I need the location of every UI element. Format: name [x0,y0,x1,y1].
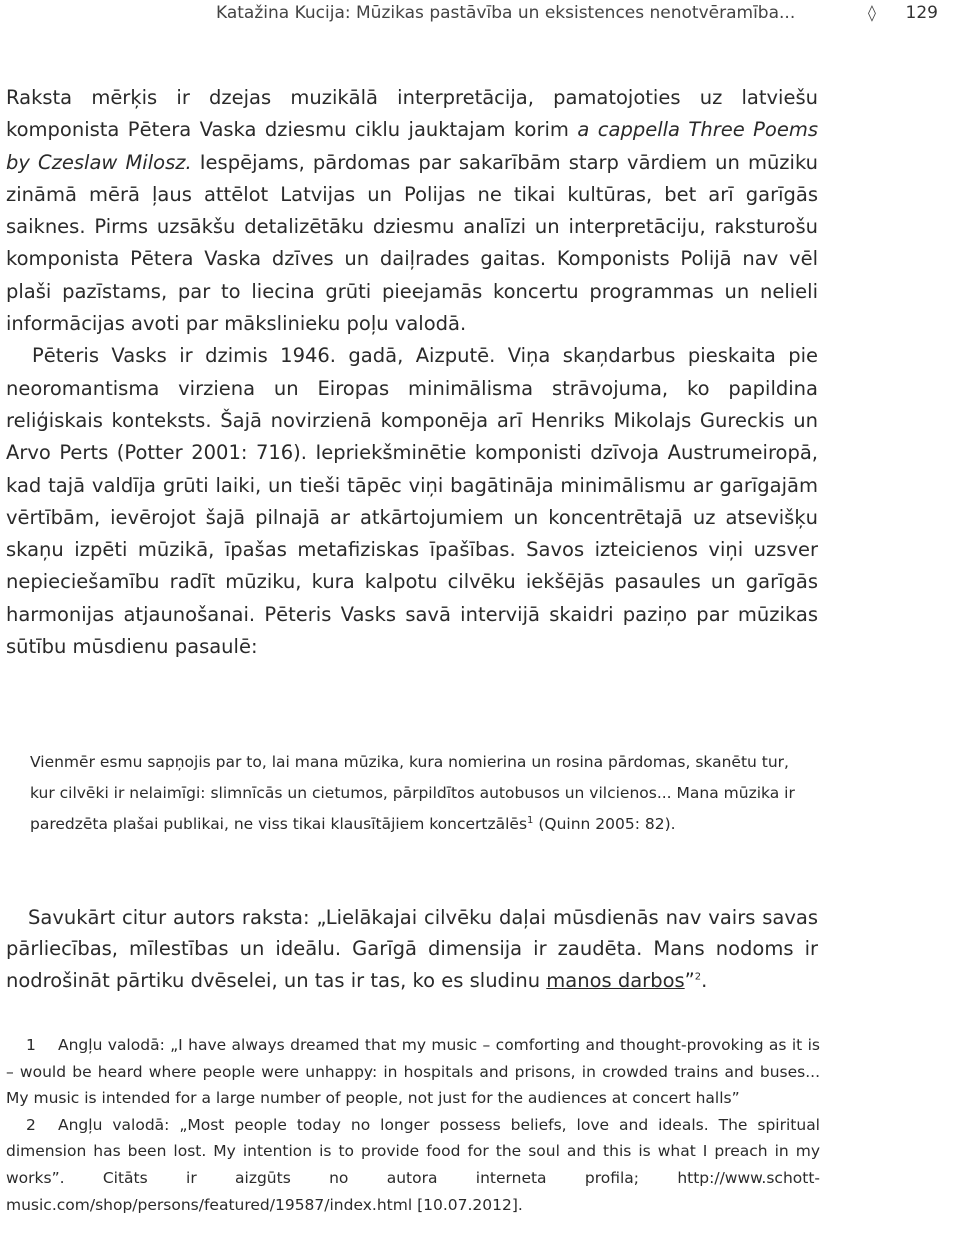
paragraph-end: . [701,968,708,992]
footnote-1 [6,1032,820,1112]
footnote-2 [6,1112,820,1218]
footnotes [6,1032,820,1218]
page-number: 129 [905,3,938,23]
diamond-ornament-icon: ◊ [868,3,876,22]
footnote-number: 1 [26,1036,36,1054]
paragraph-quote-continued [6,902,818,996]
quote-text: Vienmēr esmu sapņojis par to, lai mana mūzika, kura nomierina un rosina pārdomas, skanētu tur, kur cilvēki ir nelaimīgi: slimnīcās un cietumos, pārpildītos autobusos un vilcienos... Mana mūzika ir paredzēta plašai publikai, ne viss tikai klausītājiem koncertzālēs [30,753,795,833]
paragraph-text: Savukārt citur autors raksta: „Lielākajai cilvēku daļai mūsdienās nav vairs savas pārliecības, mīlestības un ideālu. Garīgā dimensija ir zaudēta. Mans nodoms ir nodrošināt pārtiku dvēselei, un tas ir tas, ko es sludinu [6,906,818,992]
footnote-text: Angļu valodā: „Most people today no longer possess beliefs, love and ideals. The spiritual dimension has been lost. My intention is to provide food for the soul and this is what I preach in my works”. Citāts ir aizgūts no autora interneta profila; http://www.schott-music.com/shop/persons/featured/19587/index.html [10.07.2012]. [6,1115,820,1214]
footnote-number: 2 [26,1115,36,1134]
paragraph-intro-start: Raksta mērķis ir dzejas muzikālā interpretācija, pamatojoties uz latviešu komponista Pētera Vaska dziesmu ciklu jauktajam korim [6,86,818,142]
underlined-phrase: manos darbos [546,968,685,992]
footnote-ref-2[interactable]: 2 [694,971,702,983]
paragraph-intro [6,82,818,340]
paragraph-biography: Pēteris Vasks ir dzimis 1946. gadā, Aizputē. Viņa skaņdarbus pieskaita pie neoromantisma virziena un Eiropas minimālisma strāvojuma, ko papildina reliģiskais konteksts. Šajā novirzienā komponēja arī Henriks Mikolajs Gureckis un Arvo Perts (Potter 2001: 716). Iepriekšminētie komponisti dzīvoja Austrumeiropā, kad tajā valdīja grūti laiki, un tieši tāpēc viņi bagātināja minimālismu ar garīgajām vērtībām, ievērojot šajā pilnajā ar atkārtojumiem un koncentrētajā uz atsevišķu skaņu izpēti mūzikā, īpašas metafiziskas īpašības. Savos izteicienos viņi uzsver nepieciešamību radīt mūziku, kura kalpotu cilvēku iekšējās pasaules un garīgās harmonijas atjaunošanai. Pēteris Vasks savā intervijā skaidri paziņo par mūzikas sūtību mūsdienu pasaulē: [6,344,818,659]
quote-citation: (Quinn 2005: 82). [533,815,676,833]
work-title: a cappella Three Poems by Czeslaw Milosz. [6,118,818,174]
block-quote [30,747,800,840]
main-text [6,82,818,663]
paragraph-intro-rest: Iespējams, pārdomas par sakarībām starp vārdiem un mūziku zināmā mērā ļaus attēlot Latvijas un Polijas ne tikai kultūras, bet arī garīgās saiknes. Pirms uzsākšu detalizētāku dziesmu analīzi un interpretāciju, raksturošu komponista Pētera Vaska dzīves un daiļrades gaitas. Komponists Polijā nav vēl plaši pazīstams, par to liecina grūti pieejamās koncertu programmas un nelieli informācijas avoti par mākslinieku poļu valodā. [6,150,819,336]
footnote-text: Angļu valodā: „I have always dreamed that my music – comforting and thought-provoking as it is – would be heard where people were unhappy: in hospitals and prisons, in crowded trains and buses... My music is intended for a large number of people, not just for the audiences at concert halls” [6,1036,820,1108]
footnote-ref-1[interactable]: 1 [527,814,534,826]
page-header [216,0,938,26]
running-title: Katažina Kucija: Mūzikas pastāvība un eksistences nenotvēramība... [216,3,796,23]
closing-quote: ” [684,968,695,992]
